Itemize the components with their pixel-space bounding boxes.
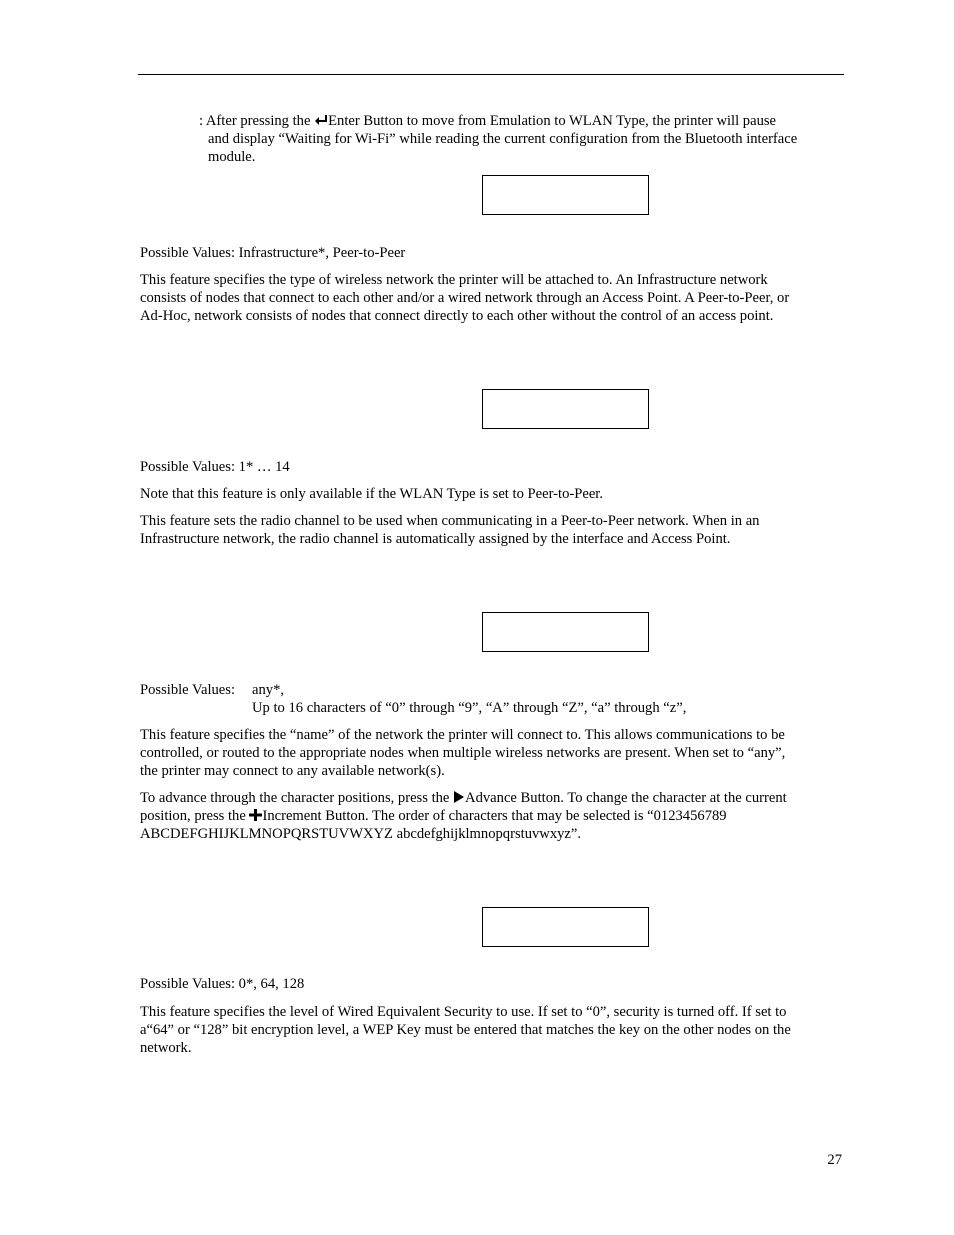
- increment-suffix: Increment Button. The order of characters that may be selected is “0123456789: [262, 808, 727, 824]
- wifi-note: [199, 112, 849, 166]
- channel-desc-line1: This feature sets the radio channel to be used when communicating in a Peer-to-Peer network. When in an: [140, 513, 760, 529]
- channel-note: Note that this feature is only available if the WLAN Type is set to Peer-to-Peer.: [140, 486, 603, 502]
- note-line2: and display “Waiting for Wi-Fi” while reading the current configuration from the Bluetooth interface: [208, 131, 798, 147]
- advance-triangle-icon: [453, 791, 465, 803]
- lcd-display-ssid: [482, 612, 649, 652]
- ssid-desc-line3: the printer may connect to any available network(s).: [140, 763, 445, 779]
- ssid-advance-instructions: [140, 789, 844, 843]
- wep-desc-line2: a“64” or “128” bit encryption level, a WEP Key must be entered that matches the key on the other nodes on the: [140, 1022, 791, 1038]
- note-prefix: : After pressing the: [199, 113, 315, 129]
- wep-possible-values: Possible Values: 0*, 64, 128: [140, 976, 305, 992]
- ssid-pv-first: any*,: [252, 682, 285, 698]
- advance-prefix: To advance through the character positions, press the: [140, 790, 454, 806]
- wep-desc-line3: network.: [140, 1040, 192, 1056]
- lcd-display-channel: [482, 389, 649, 429]
- ssid-description: [140, 726, 844, 780]
- page-number: 27: [827, 1152, 842, 1168]
- lcd-display-wep: [482, 907, 649, 947]
- wep-description: [140, 1003, 844, 1057]
- wlan-type-desc-line3: Ad-Hoc, network consists of nodes that connect directly to each other without the control of an access point.: [140, 308, 774, 324]
- ssid-chars-line: ABCDEFGHIJKLMNOPQRSTUVWXYZ abcdefghijklmnopqrstuvwxyz”.: [140, 826, 582, 842]
- header-rule: [138, 74, 844, 75]
- enter-arrow-icon: [314, 114, 328, 126]
- ssid-pv-second: Up to 16 characters of “0” through “9”, “A” through “Z”, “a” through “z”,: [252, 700, 687, 716]
- increment-prefix: position, press the: [140, 808, 250, 824]
- channel-description: [140, 512, 844, 548]
- ssid-desc-line2: controlled, or routed to the appropriate nodes when multiple wireless networks are present. When set to “any”,: [140, 745, 786, 761]
- wep-desc-line1: This feature specifies the level of Wired Equivalent Security to use. If set to “0”, security is turned off. If set to: [140, 1004, 787, 1020]
- wlan-type-desc-line1: This feature specifies the type of wireless network the printer will be attached to. An Infrastructure network: [140, 272, 768, 288]
- ssid-desc-line1: This feature specifies the “name” of the network the printer will connect to. This allows communications to be: [140, 727, 785, 743]
- ssid-possible-values: [140, 681, 844, 699]
- wlan-type-desc-line2: consists of nodes that connect to each other and/or a wired network through an Access Point. A Peer-to-Peer, or: [140, 290, 790, 306]
- ssid-pv-label: Possible Values:: [140, 682, 236, 698]
- channel-possible-values: Possible Values: 1* … 14: [140, 459, 290, 475]
- note-line3: module.: [208, 149, 256, 165]
- note-enter-text: Enter Button to move from Emulation to WLAN Type, the printer will pause: [328, 113, 777, 129]
- lcd-display-wlan-type: [482, 175, 649, 215]
- increment-plus-icon: [249, 809, 262, 821]
- wlan-type-description: [140, 271, 844, 325]
- wlan-type-possible-values: Possible Values: Infrastructure*, Peer-to-Peer: [140, 245, 406, 261]
- channel-desc-line2: Infrastructure network, the radio channel is automatically assigned by the interface and Access Point.: [140, 531, 731, 547]
- advance-suffix: Advance Button. To change the character at the current: [465, 790, 787, 806]
